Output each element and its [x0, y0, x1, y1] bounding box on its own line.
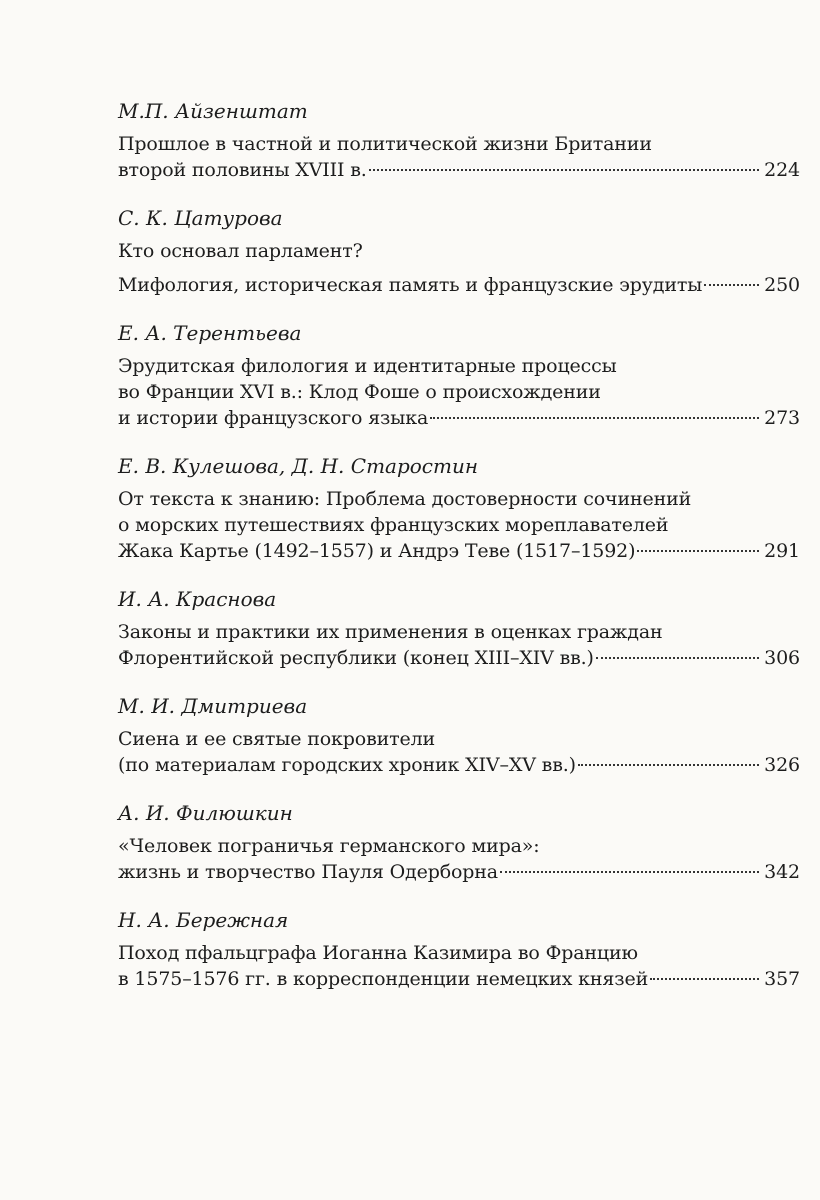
entry-author: С. К. Цатурова — [118, 206, 283, 230]
toc-entry — [118, 205, 800, 298]
entry-title-line: «Человек пограничья германского мира»: — [118, 835, 540, 857]
entry-author: И. А. Краснова — [118, 587, 277, 611]
page-number: 357 — [764, 968, 800, 990]
dot-leader — [578, 764, 759, 766]
dot-leader — [637, 550, 759, 552]
entry-title-line: Эрудитская филология и идентитарные процессы — [118, 355, 617, 377]
page-number: 273 — [764, 407, 800, 429]
entry-title-line: Поход пфальцграфа Иоганна Казимира во Францию — [118, 942, 638, 964]
toc-entry — [118, 320, 800, 431]
dot-leader — [430, 417, 759, 419]
entry-title-line: Жака Картье (1492–1557) и Андрэ Теве (1517–1592) 291 — [118, 540, 800, 562]
page-number: 326 — [764, 754, 800, 776]
entry-title-line: Сиена и ее святые покровители — [118, 728, 436, 750]
entry-author: М. И. Дмитриева — [118, 694, 308, 718]
entry-title-line: Прошлое в частной и политической жизни Британии — [118, 133, 652, 155]
toc-entry — [118, 693, 800, 778]
dot-leader — [650, 978, 759, 980]
page-number: 342 — [764, 861, 800, 883]
toc-entry — [118, 586, 800, 671]
page-number: 224 — [764, 159, 800, 181]
entry-author: Е. А. Терентьева — [118, 321, 302, 345]
entry-title-line: (по материалам городских хроник XIV–XV вв.) 326 — [118, 754, 800, 776]
toc-entry — [118, 800, 800, 885]
entry-author: М.П. Айзенштат — [118, 99, 308, 123]
entry-author: Е. В. Кулешова, Д. Н. Старостин — [118, 454, 479, 478]
entry-title-line: От текста к знанию: Проблема достоверности сочинений — [118, 488, 692, 510]
entry-title-line: второй половины XVIII в. 224 — [118, 159, 800, 181]
entry-title-line: жизнь и творчество Пауля Одерборна 342 — [118, 861, 800, 883]
page-number: 291 — [764, 540, 800, 562]
entry-title-line: Флорентийской республики (конец XIII–XIV вв.) 306 — [118, 647, 800, 669]
entry-author: А. И. Филюшкин — [118, 801, 293, 825]
dot-leader — [596, 657, 759, 659]
entry-subtitle-line: Мифология, историческая память и французские эрудиты 250 — [118, 274, 800, 296]
entry-title-line: Законы и практики их применения в оценках граждан — [118, 621, 663, 643]
table-of-contents — [118, 98, 800, 1014]
dot-leader — [500, 871, 759, 873]
toc-entry — [118, 98, 800, 183]
toc-entry — [118, 453, 800, 564]
toc-entry — [118, 907, 800, 992]
entry-title-line: Кто основал парламент? — [118, 240, 363, 262]
dot-leader — [704, 284, 759, 286]
entry-title-line: в 1575–1576 гг. в корреспонденции немецких князей 357 — [118, 968, 800, 990]
page-number: 250 — [764, 274, 800, 296]
dot-leader — [369, 169, 759, 171]
entry-title-line: о морских путешествиях французских мореплавателей — [118, 514, 669, 536]
entry-title-line: во Франции XVI в.: Клод Фоше о происхождении — [118, 381, 601, 403]
entry-title-line: и истории французского языка 273 — [118, 407, 800, 429]
entry-author: Н. А. Бережная — [118, 908, 289, 932]
page-number: 306 — [764, 647, 800, 669]
